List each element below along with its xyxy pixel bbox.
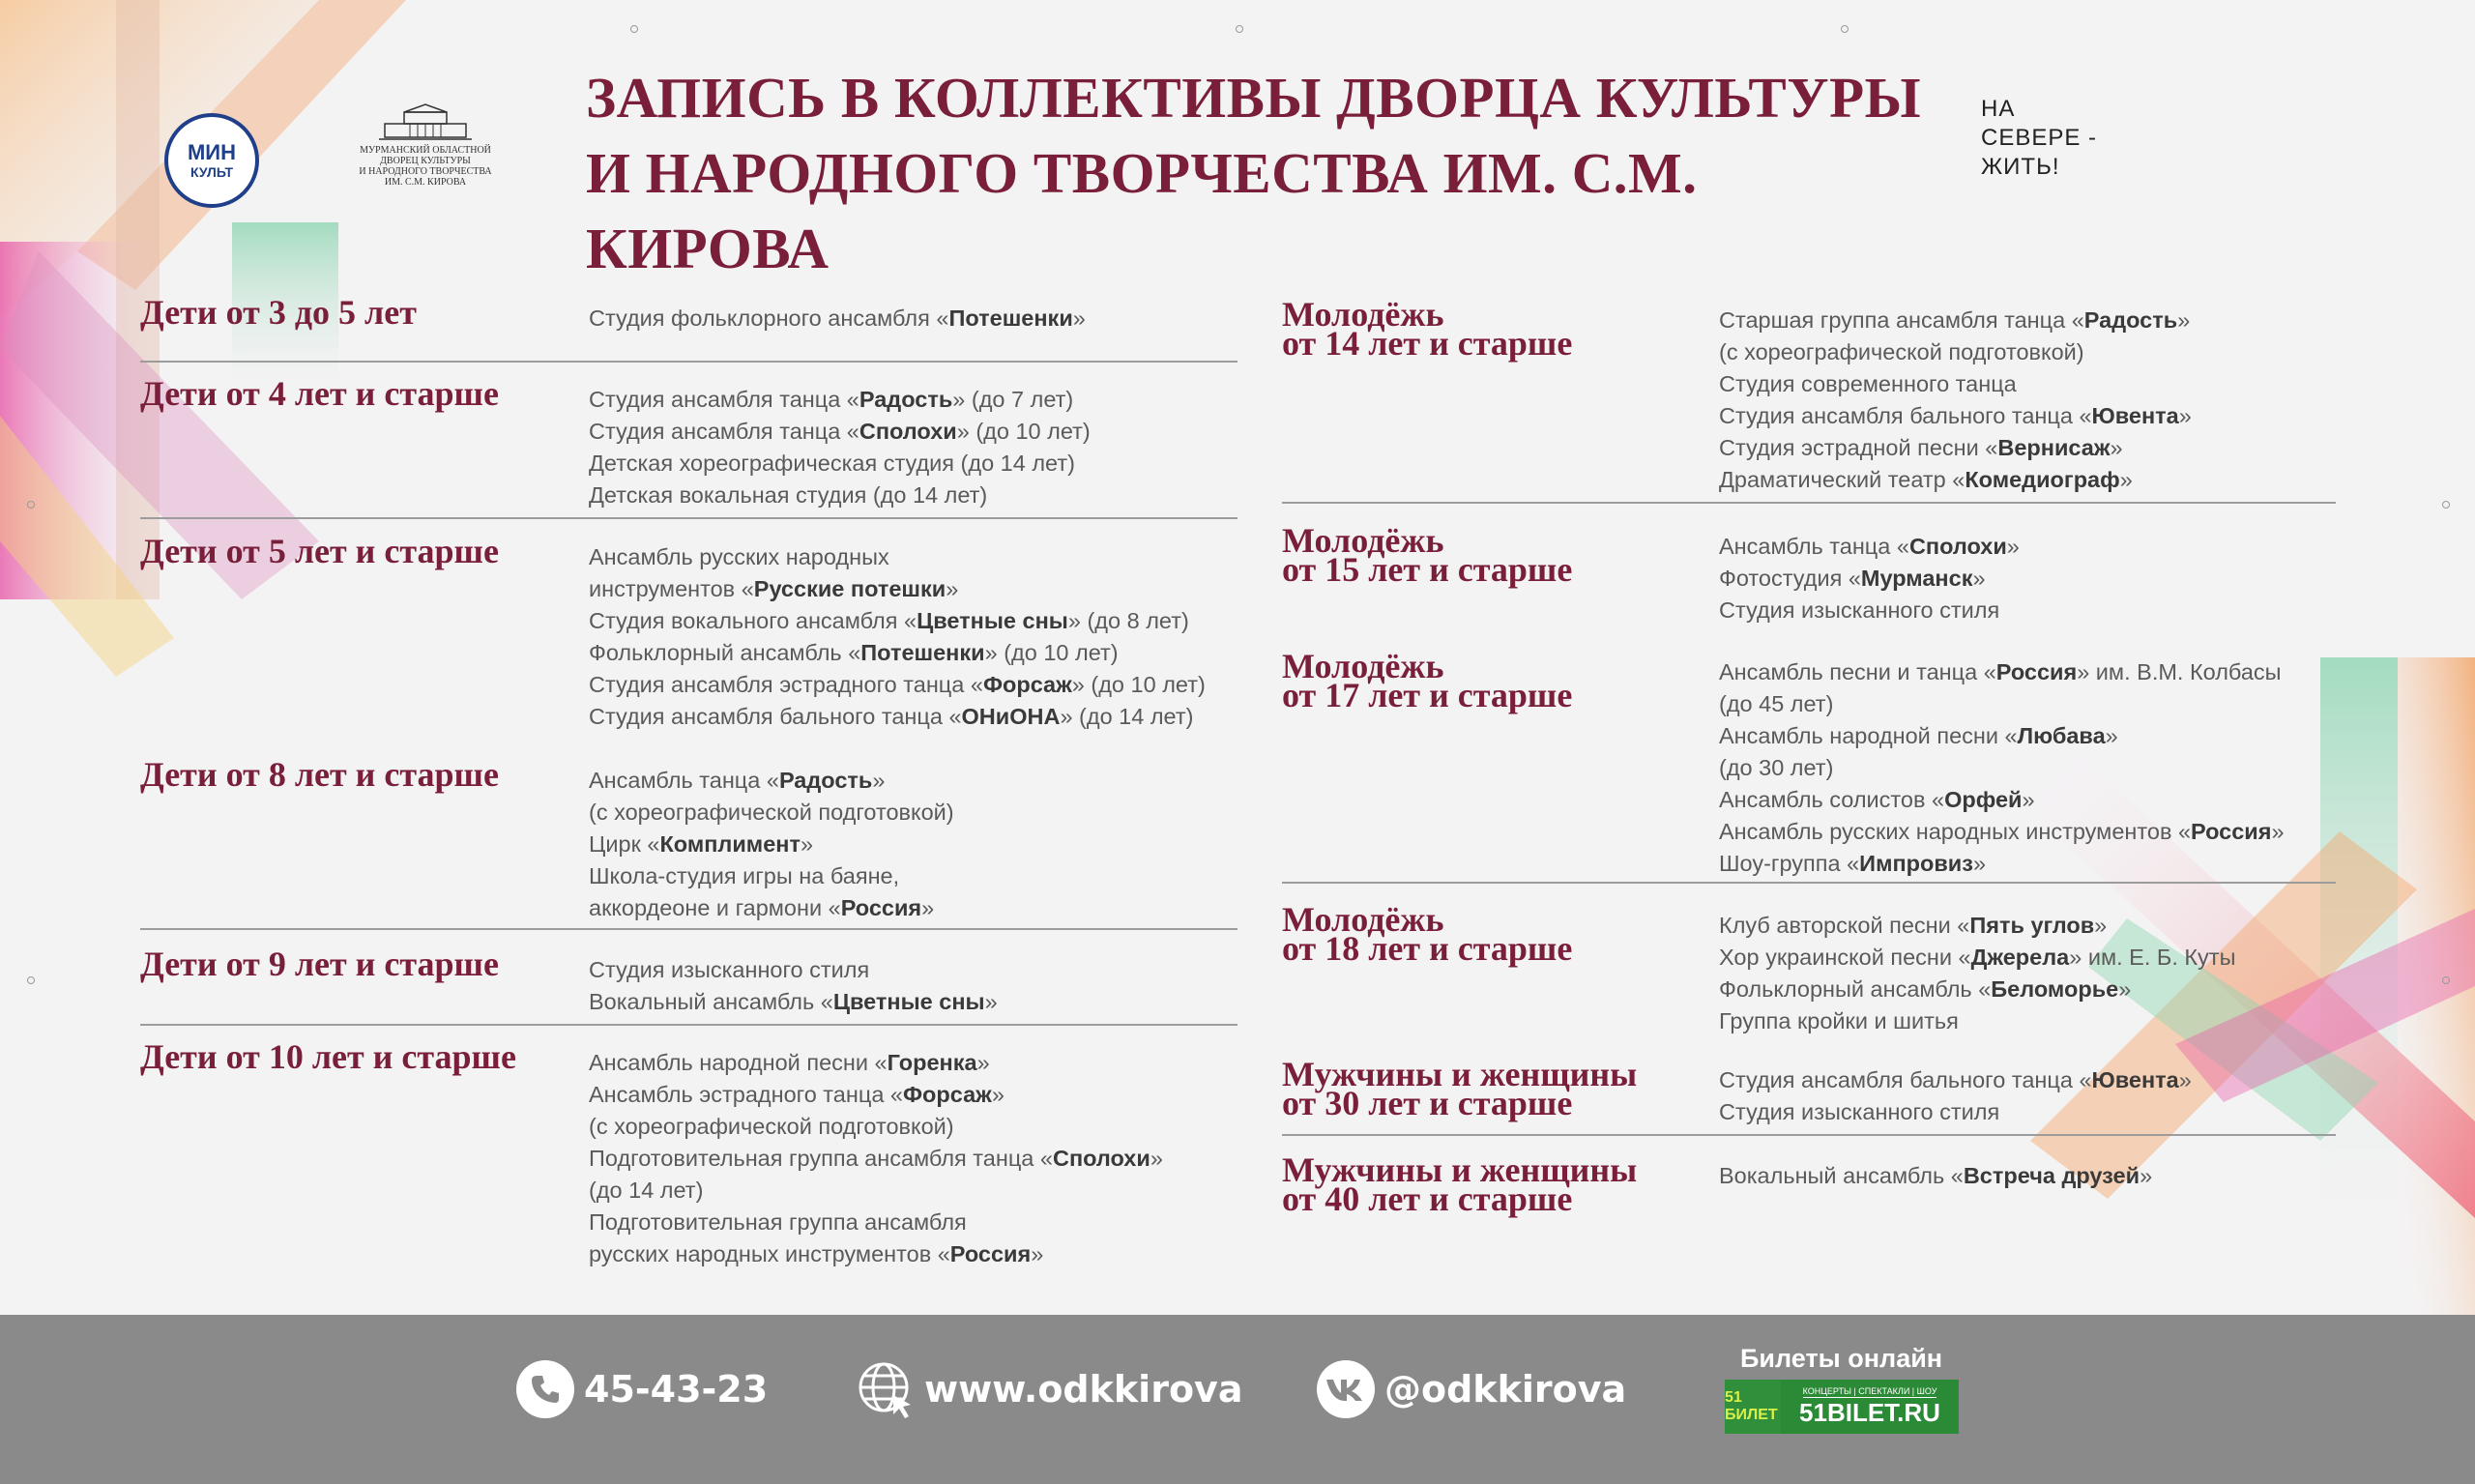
collective-name: Цветные сны xyxy=(917,608,1068,633)
collective-text: » xyxy=(2178,1067,2192,1092)
rivet xyxy=(2442,976,2450,984)
collective-item xyxy=(1719,816,2285,848)
collective-item xyxy=(1719,1005,2235,1037)
collective-text: » (до 10 лет) xyxy=(984,640,1119,665)
collective-list xyxy=(1719,1160,2152,1192)
ministry-logo: МИН КУЛЬТ xyxy=(164,113,259,208)
collective-text: Хор украинской песни « xyxy=(1719,945,1971,970)
website-link[interactable]: www.odkkirova xyxy=(924,1368,1243,1411)
collective-text: Ансамбль танца « xyxy=(1719,534,1909,559)
collective-item xyxy=(1719,752,2285,784)
collective-item xyxy=(589,1238,1163,1270)
collective-name: Ювента xyxy=(2091,403,2179,428)
collective-text: » xyxy=(2110,435,2123,460)
odk-caption-1: МУРМАНСКИЙ ОБЛАСТНОЙ xyxy=(360,145,491,156)
odk-caption-2: ДВОРЕЦ КУЛЬТУРЫ xyxy=(380,156,471,166)
collective-name: Пять углов xyxy=(1969,913,2095,938)
collective-text: » xyxy=(921,895,935,920)
collective-name: Орфей xyxy=(1944,787,2023,812)
collective-item xyxy=(589,1175,1163,1207)
collective-name: Форсаж xyxy=(902,1082,992,1107)
collective-text: » xyxy=(1072,306,1086,331)
collective-list xyxy=(1719,1064,2192,1128)
collective-item xyxy=(589,1111,1163,1143)
rivet xyxy=(1236,25,1243,33)
age-group-title-line: Мужчины и женщины xyxy=(1282,1055,1638,1093)
collective-item xyxy=(1719,720,2285,752)
age-group-title-line: от 14 лет и старше xyxy=(1282,324,1573,363)
collective-item xyxy=(1719,336,2192,368)
collective-text: » xyxy=(1031,1241,1044,1266)
51bilet-logo: 51 БИЛЕТ xyxy=(1725,1380,1781,1434)
collective-text: Шоу-группа « xyxy=(1719,851,1860,876)
collective-name: Потешенки xyxy=(860,640,985,665)
collective-text: Ансамбль танца « xyxy=(589,768,779,793)
collective-item xyxy=(589,1047,1163,1079)
age-group-title-line: Дети от 9 лет и старше xyxy=(140,945,499,983)
collective-text: » xyxy=(1972,851,1987,876)
website-contact[interactable] xyxy=(857,1358,1242,1420)
collective-text: Детская хореографическая студия (до 14 лет) xyxy=(589,451,1075,476)
collective-item xyxy=(1719,563,2020,595)
rivet xyxy=(1841,25,1849,33)
collective-text: » xyxy=(976,1050,990,1075)
collective-item xyxy=(1719,942,2235,974)
collective-list xyxy=(589,954,998,1018)
collective-text: » xyxy=(2006,534,2020,559)
age-group-title-line: Молодёжь xyxy=(1282,295,1444,334)
collective-text: Фольклорный ансамбль « xyxy=(1719,976,1992,1002)
age-group-title-line: от 40 лет и старше xyxy=(1282,1179,1573,1218)
collective-text: Группа кройки и шитья xyxy=(1719,1008,1959,1033)
collective-item xyxy=(1719,305,2192,336)
collective-text: русских народных инструментов « xyxy=(589,1241,950,1266)
collective-name: Россия xyxy=(2191,819,2272,844)
rivet xyxy=(27,976,35,984)
collective-list xyxy=(1719,656,2285,880)
age-group-title xyxy=(1282,1055,1638,1122)
collective-text: Студия ансамбля танца « xyxy=(589,419,859,444)
collective-text: инструментов « xyxy=(589,576,754,601)
collective-text: Подготовительная группа ансамбля xyxy=(589,1209,967,1235)
collective-text: Студия вокального ансамбля « xyxy=(589,608,917,633)
collective-item xyxy=(589,416,1091,448)
collective-item xyxy=(1719,974,2235,1005)
collective-list xyxy=(1719,531,2020,626)
section-divider xyxy=(1282,1134,2336,1136)
vk-icon xyxy=(1317,1360,1375,1418)
collective-text: » (до 10 лет) xyxy=(1071,672,1206,697)
collective-item xyxy=(589,448,1091,480)
collective-text: » xyxy=(2177,307,2191,333)
collective-text: Детская вокальная студия (до 14 лет) xyxy=(589,482,988,508)
age-group-title xyxy=(140,1037,516,1076)
age-group-title xyxy=(1282,900,1573,968)
collective-text: (до 30 лет) xyxy=(1719,755,1834,780)
collective-item xyxy=(1719,656,2285,688)
age-group-title-line: Молодёжь xyxy=(1282,900,1444,939)
collective-list xyxy=(589,541,1206,733)
collective-name: Россия xyxy=(949,1241,1032,1266)
collective-item xyxy=(1719,1160,2152,1192)
collective-item xyxy=(1719,1096,2192,1128)
collective-name: Импровиз xyxy=(1859,851,1973,876)
collective-item xyxy=(589,637,1206,669)
page-title xyxy=(586,60,1939,286)
collective-item xyxy=(1719,368,2192,400)
collective-item xyxy=(589,954,998,986)
collective-text: Подготовительная группа ансамбля танца « xyxy=(589,1146,1053,1171)
section-divider xyxy=(140,517,1238,519)
section-divider xyxy=(1282,882,2336,884)
collective-list xyxy=(589,384,1091,511)
collective-name: Радость xyxy=(859,387,953,412)
age-group-title xyxy=(140,532,499,570)
collective-name: Джерела xyxy=(1970,945,2070,970)
collective-text: » xyxy=(2118,976,2132,1002)
odk-logo xyxy=(358,102,493,188)
ticket-site-badge[interactable] xyxy=(1725,1380,1959,1434)
collective-item xyxy=(1719,531,2020,563)
collective-text: » им. В.М. Колбасы xyxy=(2077,659,2282,684)
collective-text: Студия фольклорного ансамбля « xyxy=(589,306,949,331)
collective-list xyxy=(1719,910,2235,1037)
collective-name: Мурманск xyxy=(1860,566,1973,591)
age-group-title-line: Дети от 5 лет и старше xyxy=(140,532,499,570)
collective-item xyxy=(1719,432,2192,464)
collective-text: Фольклорный ансамбль « xyxy=(589,640,861,665)
collective-text: » xyxy=(800,831,814,857)
age-group-title xyxy=(1282,1150,1638,1218)
collective-name: Сполохи xyxy=(1052,1146,1150,1171)
collective-text: » им. Е. Б. Куты xyxy=(2069,945,2236,970)
collective-list xyxy=(1719,305,2192,496)
collective-text: Драматический театр « xyxy=(1719,467,1965,492)
collective-text: Вокальный ансамбль « xyxy=(1719,1163,1964,1188)
collective-text: Студия современного танца xyxy=(1719,371,2017,396)
collective-text: Студия ансамбля бального танца « xyxy=(1719,1067,2092,1092)
collective-text: Ансамбль песни и танца « xyxy=(1719,659,1996,684)
collective-item xyxy=(589,541,1206,573)
collective-text: аккордеоне и гармони « xyxy=(589,895,841,920)
collective-name: Комплимент xyxy=(659,831,801,857)
tickets-caption: Билеты онлайн xyxy=(1740,1344,1943,1373)
age-group-title xyxy=(1282,295,1573,363)
collective-text: (с хореографической подготовкой) xyxy=(589,1114,954,1139)
title-line-2: И НАРОДНОГО ТВОРЧЕСТВА ИМ. С.М. КИРОВА xyxy=(586,141,1698,280)
rivet xyxy=(27,501,35,509)
collective-item xyxy=(589,384,1091,416)
collective-name: Беломорье xyxy=(1991,976,2119,1002)
collective-text: Студия изысканного стиля xyxy=(1719,1099,2000,1124)
slogan: НА СЕВЕРЕ - ЖИТЬ! xyxy=(1981,96,2098,180)
collective-name: Радость xyxy=(778,768,873,793)
ticket-site: 51BILET.RU xyxy=(1799,1397,1940,1427)
collective-text: » xyxy=(2271,819,2285,844)
age-group-title-line: от 18 лет и старше xyxy=(1282,929,1573,968)
collective-name: Комедиограф xyxy=(1965,467,2120,492)
collective-text: Ансамбль русских народных xyxy=(589,544,889,569)
collective-text: Ансамбль народной песни « xyxy=(589,1050,888,1075)
collective-item xyxy=(589,605,1206,637)
collective-text: (с хореографической подготовкой) xyxy=(1719,339,2084,364)
collective-text: Фотостудия « xyxy=(1719,566,1861,591)
collective-item xyxy=(589,573,1206,605)
age-group-title-line: от 30 лет и старше xyxy=(1282,1084,1573,1122)
collective-name: Русские потешки xyxy=(753,576,946,601)
collective-text: Ансамбль народной песни « xyxy=(1719,723,2018,748)
age-group-title-line: Молодёжь xyxy=(1282,521,1444,560)
age-group-title-line: от 17 лет и старше xyxy=(1282,676,1573,714)
age-group-title xyxy=(140,293,417,332)
collective-text: (с хореографической подготовкой) xyxy=(589,800,954,825)
collective-text: » xyxy=(2178,403,2192,428)
collective-text: Ансамбль эстрадного танца « xyxy=(589,1082,903,1107)
collective-text: » xyxy=(2105,723,2118,748)
section-divider xyxy=(140,928,1238,930)
collective-item xyxy=(589,829,954,860)
collective-name: Россия xyxy=(840,895,922,920)
age-group-title-line: от 15 лет и старше xyxy=(1282,550,1573,589)
rivet xyxy=(2442,501,2450,509)
collective-item xyxy=(589,1079,1163,1111)
collective-item xyxy=(1719,464,2192,496)
collective-text: » (до 14 лет) xyxy=(1060,704,1194,729)
collective-item xyxy=(1719,910,2235,942)
collective-name: ОНиОНА xyxy=(961,704,1061,729)
collective-item xyxy=(1719,688,2285,720)
section-divider xyxy=(140,1024,1238,1026)
collective-item xyxy=(589,701,1206,733)
globe-icon xyxy=(857,1360,915,1418)
age-group-title-line: Дети от 10 лет и старше xyxy=(140,1037,516,1076)
collective-item xyxy=(1719,400,2192,432)
vk-handle[interactable]: @odkkirova xyxy=(1384,1368,1627,1411)
collective-text: Цирк « xyxy=(589,831,660,857)
collective-item xyxy=(1719,1064,2192,1096)
odk-caption-3: И НАРОДНОГО ТВОРЧЕСТВА xyxy=(359,166,492,177)
collective-text: » xyxy=(2094,913,2108,938)
age-group-title-line: Дети от 3 до 5 лет xyxy=(140,293,417,332)
collective-text: Студия ансамбля танца « xyxy=(589,387,859,412)
collective-name: Форсаж xyxy=(982,672,1072,697)
collective-name: Цветные сны xyxy=(832,989,985,1014)
collective-text: » xyxy=(872,768,886,793)
age-group-title xyxy=(1282,521,1573,589)
collective-list xyxy=(589,1047,1163,1270)
collective-name: Россия xyxy=(1995,659,2078,684)
collective-text: Старшая группа ансамбля танца « xyxy=(1719,307,2084,333)
odk-caption-4: ИМ. С.М. КИРОВА xyxy=(384,177,467,188)
collective-name: Сполохи xyxy=(859,419,957,444)
collective-item xyxy=(1719,595,2020,626)
collective-text: Студия ансамбля бального танца « xyxy=(1719,403,2092,428)
collective-text: (до 14 лет) xyxy=(589,1178,704,1203)
age-group-title xyxy=(1282,647,1573,714)
age-group-title xyxy=(140,945,499,983)
collective-item xyxy=(589,1207,1163,1238)
collective-text: Школа-студия игры на баяне, xyxy=(589,863,900,888)
collective-name: Любава xyxy=(2017,723,2106,748)
collective-text: Ансамбль солистов « xyxy=(1719,787,1945,812)
collective-text: Студия ансамбля эстрадного танца « xyxy=(589,672,983,697)
collective-text: (до 45 лет) xyxy=(1719,691,1834,716)
collective-item xyxy=(1719,848,2285,880)
collective-text: Вокальный ансамбль « xyxy=(589,989,833,1014)
collective-text: Клуб авторской песни « xyxy=(1719,913,1970,938)
collective-name: Радость xyxy=(2083,307,2178,333)
age-group-title-line: Дети от 4 лет и старше xyxy=(140,374,499,413)
collective-item xyxy=(589,1143,1163,1175)
collective-name: Потешенки xyxy=(948,306,1073,331)
vk-contact[interactable] xyxy=(1317,1358,1626,1420)
collective-item xyxy=(589,669,1206,701)
collective-text: » (до 7 лет) xyxy=(952,387,1074,412)
collective-item xyxy=(589,986,998,1018)
collective-text: Студия изысканного стиля xyxy=(589,957,870,982)
collective-text: » xyxy=(1972,566,1986,591)
collective-text: Ансамбль русских народных инструментов « xyxy=(1719,819,2192,844)
age-group-title-line: Молодёжь xyxy=(1282,647,1444,685)
collective-name: Встреча друзей xyxy=(1963,1163,2140,1188)
ticket-sub: КОНЦЕРТЫ | СПЕКТАКЛИ | ШОУ xyxy=(1802,1385,1937,1396)
collective-text: Студия изысканного стиля xyxy=(1719,597,2000,623)
collective-text: » xyxy=(2022,787,2035,812)
collective-item xyxy=(589,892,954,924)
age-group-title-line: Дети от 8 лет и старше xyxy=(140,755,499,794)
collective-item xyxy=(1719,784,2285,816)
collective-name: Ювента xyxy=(2091,1067,2179,1092)
collective-text: » xyxy=(2119,467,2133,492)
collective-text: » xyxy=(946,576,959,601)
collective-list xyxy=(589,765,954,924)
collective-text: Студия эстрадной песни « xyxy=(1719,435,1998,460)
phone-icon xyxy=(516,1360,574,1418)
collective-name: Вернисаж xyxy=(1997,435,2111,460)
collective-text: » xyxy=(1150,1146,1163,1171)
phone-contact[interactable] xyxy=(516,1358,768,1420)
collective-name: Горенка xyxy=(887,1050,977,1075)
collective-item xyxy=(589,860,954,892)
phone-number: 45-43-23 xyxy=(584,1368,769,1411)
age-group-title xyxy=(140,755,499,794)
collective-item xyxy=(589,480,1091,511)
collective-item xyxy=(589,797,954,829)
collective-name: Сполохи xyxy=(1908,534,2007,559)
section-divider xyxy=(140,361,1238,363)
collective-text: » xyxy=(991,1082,1005,1107)
collective-text: » (до 10 лет) xyxy=(956,419,1091,444)
collective-text: Студия ансамбля бального танца « xyxy=(589,704,962,729)
collective-item xyxy=(589,303,1086,335)
section-divider xyxy=(1282,502,2336,504)
title-line-1: ЗАПИСЬ В КОЛЛЕКТИВЫ ДВОРЦА КУЛЬТУРЫ xyxy=(586,66,1922,130)
collective-list xyxy=(589,303,1086,335)
building-icon xyxy=(379,102,472,141)
collective-text: » xyxy=(2140,1163,2153,1188)
collective-text: » (до 8 лет) xyxy=(1067,608,1189,633)
collective-text: » xyxy=(984,989,998,1014)
age-group-title-line: Мужчины и женщины xyxy=(1282,1150,1638,1189)
collective-item xyxy=(589,765,954,797)
age-group-title xyxy=(140,374,499,413)
rivet xyxy=(630,25,638,33)
